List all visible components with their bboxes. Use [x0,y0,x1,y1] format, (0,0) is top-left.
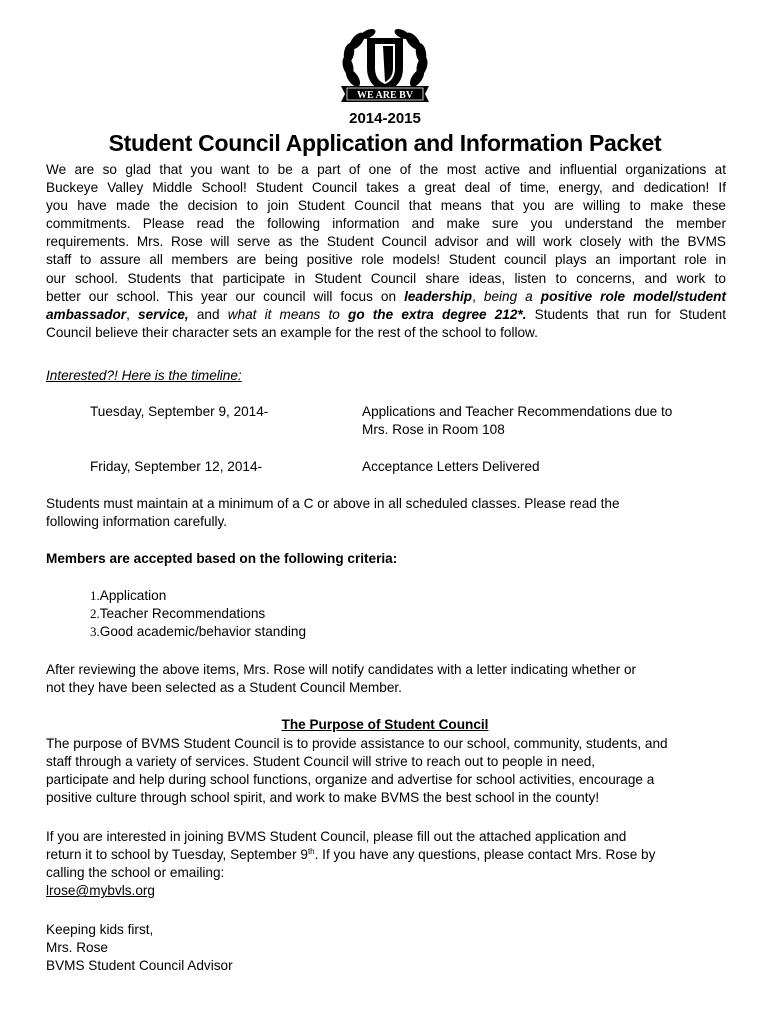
requirements-line: Students must maintain at a minimum of a C or above in all scheduled classes. Please read the [46,496,620,511]
intro-line: our school. Students that participate in Student Council share ideas, listen to concerns, and work to [46,270,726,286]
focus-service: service, [138,306,189,322]
intro-text: and [188,306,228,322]
contact-text: . If you have any questions, please contact Mrs. Rose by [314,847,656,863]
laurel-wreath-shield-icon [331,28,439,108]
purpose-line: participate and help during school functions, organize and advertise for school activities, encourage a [46,772,655,788]
intro-text: being a [483,288,541,304]
intro-line: We are so glad that you want to be a part of one of the most active and influential organizations at [46,162,726,177]
review-line: not they have been selected as a Student Council Member. [46,680,402,696]
intro-line: Council believe their character sets an example for the rest of the school to follow. [46,324,538,340]
list-item [90,587,306,605]
timeline-description [362,403,732,439]
list-item [90,623,306,641]
focus-leadership: leadership [404,288,473,304]
timeline-description: Acceptance Letters Delivered [362,459,540,474]
purpose-line: staff through a variety of services. Student Council will strive to reach out to people in need, [46,754,596,770]
intro-line: you have made the decision to join Student Council that means that you are willing to make these [46,198,726,214]
focus-ambassador: ambassador [46,306,127,322]
intro-line: Buckeye Valley Middle School! Student Council takes a great deal of time, energy, and dedication! If [46,180,726,196]
intro-paragraph [46,161,726,342]
email-link[interactable]: lrose@mybvls.org [46,883,155,899]
signoff [46,921,233,975]
timeline-desc-line: Applications and Teacher Recommendations due to [362,404,673,419]
intro-text: , [126,306,139,322]
intro-text: , [472,288,484,304]
purpose-title: The Purpose of Student Council [281,717,489,732]
contact-line [46,846,655,864]
school-year: 2014-2015 [349,110,421,127]
timeline-heading: Interested?! Here is the timeline: [46,368,242,383]
signoff-closing: Keeping kids first, [46,922,154,937]
list-text: Application [99,588,167,603]
list-text: Teacher Recommendations [99,606,266,622]
intro-line: commitments. Please read the following information and make sure you understand the member [46,216,726,232]
intro-line: staff to assure all members are being positive role models! Student council plays an important role in [46,252,726,268]
review-paragraph [46,661,636,697]
intro-text: Students that run for Student [526,306,726,322]
intro-line [46,306,726,324]
school-logo [331,28,439,108]
criteria-list [90,587,306,641]
requirements-line: following information carefully. [46,514,228,530]
contact-line: calling the school or emailing: [46,865,225,881]
intro-line: requirements. Mrs. Rose will serve as the Student Council advisor and will work closely with the BVMS [46,234,726,250]
requirements-paragraph [46,495,620,531]
purpose-paragraph [46,735,668,807]
purpose-line: The purpose of BVMS Student Council is to provide assistance to our school, community, students, and [46,736,668,751]
intro-text: what it means to [227,306,349,322]
list-number: 3. [90,624,100,640]
review-line: After reviewing the above items, Mrs. Rose will notify candidates with a letter indicating whether or [46,662,637,677]
purpose-line: positive culture through school spirit, and work to make BVMS the best school in the county! [46,790,600,806]
timeline-date: Friday, September 12, 2014- [90,459,263,474]
signoff-name: Mrs. Rose [46,940,108,956]
intro-text: better our school. This year our council will focus on [46,288,405,304]
focus-role-model: positive role model/student [540,288,727,304]
ordinal-suffix: th [307,847,315,857]
focus-extra-degree: go the extra degree 212*. [348,306,527,322]
signoff-role: BVMS Student Council Advisor [46,958,233,974]
intro-line [46,288,726,306]
list-number: 1. [90,588,100,603]
contact-text: return it to school by Tuesday, September 9 [46,847,308,863]
timeline-date: Tuesday, September 9, 2014- [90,404,269,419]
list-number: 2. [90,606,100,622]
document-title: Student Council Application and Information Packet [108,130,662,156]
list-text: Good academic/behavior standing [99,624,307,640]
timeline-desc-line: Mrs. Rose in Room 108 [362,422,505,438]
list-item [90,605,306,623]
logo-banner-text: WE ARE BV [356,90,414,101]
criteria-heading: Members are accepted based on the following criteria: [46,551,398,566]
contact-line: If you are interested in joining BVMS Student Council, please fill out the attached application and [46,829,627,844]
contact-paragraph [46,828,655,900]
